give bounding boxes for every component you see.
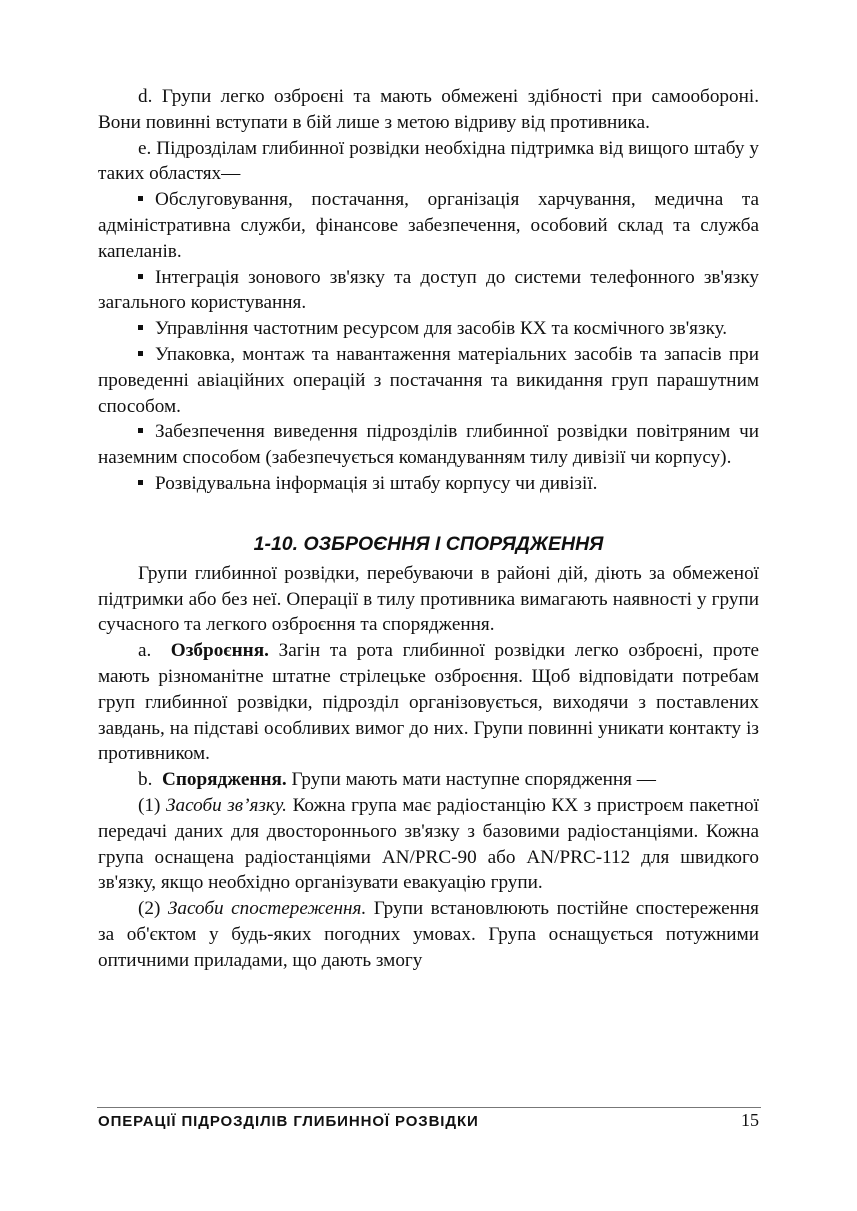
bullet-icon: [138, 325, 143, 330]
equipment-term: Спорядження.: [161, 769, 287, 791]
subparagraph-1: (1) Засоби зв’язку. Кожна група має радіостанцію КХ з пристроєм пакетної передачі даних для двостороннього зв'язку з базовими радіостанціями. Кожна група оснащена радіостанціями AN/PRC-90 або AN/PRC-112 для швидкого зв'язку, якщо необхідно організувати евакуацію групи.: [98, 794, 759, 894]
document-body: [98, 84, 759, 974]
footer-title: ОПЕРАЦІЇ ПІДРОЗДІЛІВ ГЛИБИННОЇ РОЗВІДКИ: [98, 1113, 479, 1130]
weapons-term: Озброєння.: [170, 640, 269, 662]
footer-divider: [97, 1107, 761, 1108]
list-item: Обслуговування, постачання, організація харчування, медична та адміністративна служби, фінансове забезпечення, особовий склад та служба капеланів.: [98, 189, 759, 262]
list-item: Забезпечення виведення підрозділів глибинної розвідки повітряним чи наземним способом (забезпечується командуванням тилу дивізії чи корпусу).: [98, 421, 759, 469]
paragraph-a: a. Озброєння. Загін та рота глибинної розвідки легко озброєні, проте мають різноманітне штатне стрілецьке озброєння. Щоб відповідати потребам груп глибинної розвідки, підрозділ організовується, виходячи з поставлених завдань, на підставі особливих вимог до них. Групи повинні уникати контакту із противником.: [98, 640, 760, 765]
paragraph-b: b. Спорядження. Групи мають мати наступне спорядження —: [138, 769, 656, 791]
page-number: 15: [741, 1110, 759, 1130]
paragraph-d: d. Групи легко озброєні та мають обмежені здібності при самообороні. Вони повинні вступати в бій лише з метою відриву від противника.: [98, 86, 759, 133]
list-item: Розвідувальна інформація зі штабу корпусу чи дивізії.: [98, 471, 759, 497]
list-item: Управління частотним ресурсом для засобів КХ та космічного зв'язку.: [98, 316, 759, 342]
bullet-icon: [138, 196, 143, 201]
bullet-icon: [138, 480, 143, 485]
list-item: Упаковка, монтаж та навантаження матеріальних засобів та запасів при проведенні авіаційних операцій з постачання та викидання груп парашутним способом.: [98, 343, 759, 417]
section-intro: Групи глибинної розвідки, перебуваючи в районі дій, діють за обмеженої підтримки або без неї. Операції в тилу противника вимагають наявності у групи сучасного та легкого озброєння та спорядження.: [98, 562, 759, 636]
bullet-icon: [138, 274, 143, 279]
subparagraph-2: (2) Засоби спостереження. Групи встановлюють постійне спостереження за об'єктом у будь-яких погодних умовах. Група оснащується потужними оптичними приладами, що дають змогу: [98, 898, 759, 971]
observation-term: Засоби спостереження.: [167, 898, 367, 920]
paragraph-e: e. Підрозділам глибинної розвідки необхідна підтримка від вищого штабу у таких областях—: [98, 137, 759, 185]
bullet-icon: [138, 428, 143, 433]
comms-term: Засоби зв’язку.: [165, 794, 287, 816]
support-list: [98, 187, 759, 497]
section-heading: 1-10. ОЗБРОЄННЯ І СПОРЯДЖЕННЯ: [253, 532, 604, 555]
bullet-icon: [138, 351, 143, 356]
list-item: Інтеграція зонового зв'язку та доступ до системи телефонного зв'язку загального користування.: [98, 266, 759, 314]
